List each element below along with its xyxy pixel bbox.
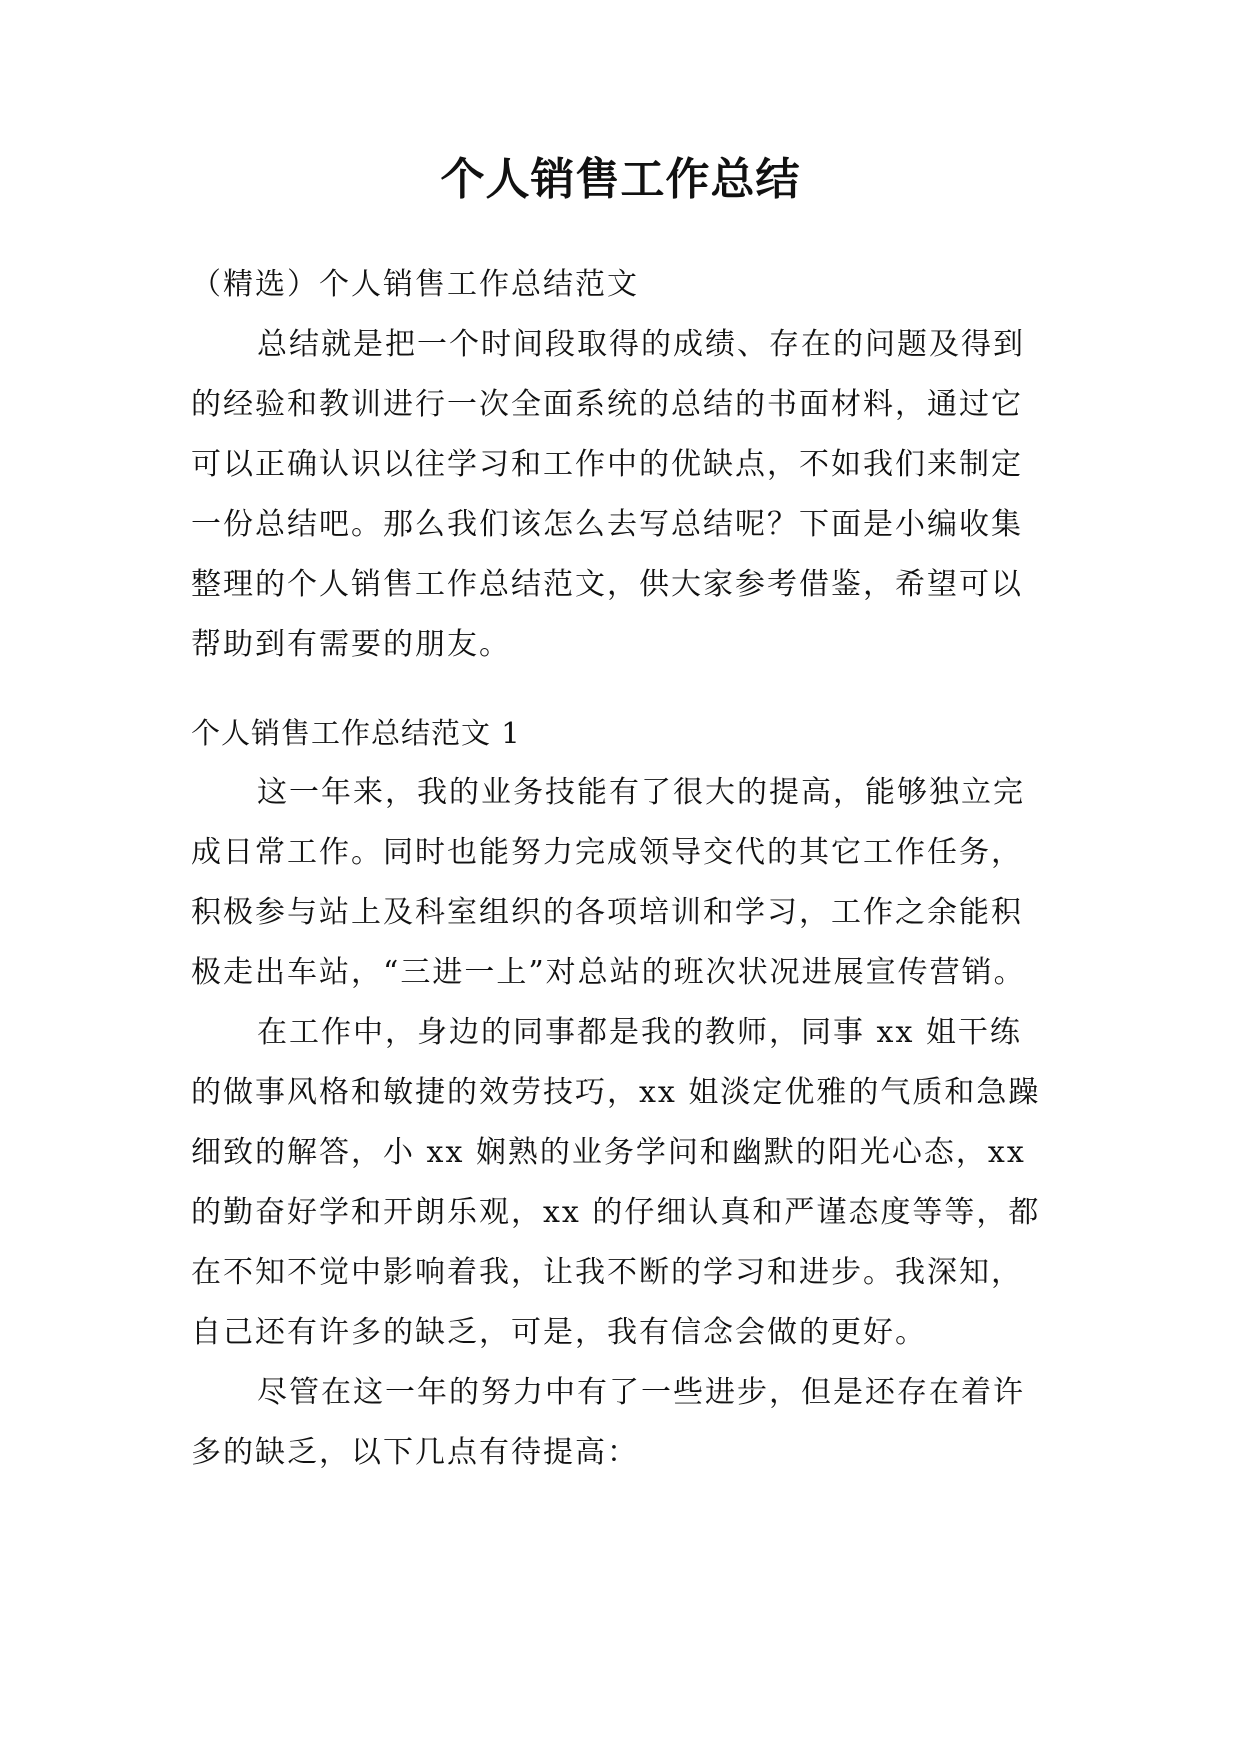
intro-line: 总结就是把一个时间段取得的成绩、存在的问题及得到 <box>257 327 1025 362</box>
paragraph-line: 积极参与站上及科室组织的各项培训和学习，工作之余能积 <box>191 895 1023 930</box>
section1-paragraph-2 <box>191 1003 1071 1483</box>
paragraph-line: 细致的解答，小 xx 娴熟的业务学问和幽默的阳光心态，xx <box>191 1135 1026 1170</box>
section1-heading: 个人销售工作总结范文 1 <box>191 716 521 750</box>
paragraph-line: 这一年来，我的业务技能有了很大的提高，能够独立完 <box>257 775 1025 810</box>
intro-line: 的经验和教训进行一次全面系统的总结的书面材料，通过它 <box>191 387 1023 422</box>
paragraph-line: 尽管在这一年的努力中有了一些进步，但是还存在着许 <box>257 1375 1025 1410</box>
intro-line: 可以正确认识以往学习和工作中的优缺点，不如我们来制定 <box>191 447 1023 482</box>
paragraph-line: 在工作中，身边的同事都是我的教师，同事 xx 姐干练 <box>257 1015 1022 1050</box>
document-subtitle: （精选）个人销售工作总结范文 <box>191 267 639 302</box>
document-title: 个人销售工作总结 <box>440 154 801 205</box>
paragraph-line: 多的缺乏，以下几点有待提高： <box>191 1435 639 1470</box>
paragraph-line: 的勤奋好学和开朗乐观，xx 的仔细认真和严谨态度等等，都 <box>191 1195 1041 1230</box>
paragraph-line: 的做事风格和敏捷的效劳技巧，xx 姐淡定优雅的气质和急躁 <box>191 1075 1041 1110</box>
paragraph-line: 成日常工作。同时也能努力完成领导交代的其它工作任务， <box>191 835 1023 870</box>
intro-line: 整理的个人销售工作总结范文，供大家参考借鉴，希望可以 <box>191 567 1023 602</box>
paragraph-line: 在不知不觉中影响着我，让我不断的学习和进步。我深知， <box>191 1255 1023 1290</box>
section1 <box>191 703 1071 1003</box>
paragraph-line: 极走出车站，“三进一上”对总站的班次状况进展宣传营销。 <box>191 955 1026 990</box>
intro-line: 帮助到有需要的朋友。 <box>191 627 511 662</box>
paragraph-line: 自己还有许多的缺乏，可是，我有信念会做的更好。 <box>191 1315 927 1350</box>
intro-section <box>191 255 1071 675</box>
intro-line: 一份总结吧。那么我们该怎么去写总结呢？下面是小编收集 <box>191 507 1023 542</box>
